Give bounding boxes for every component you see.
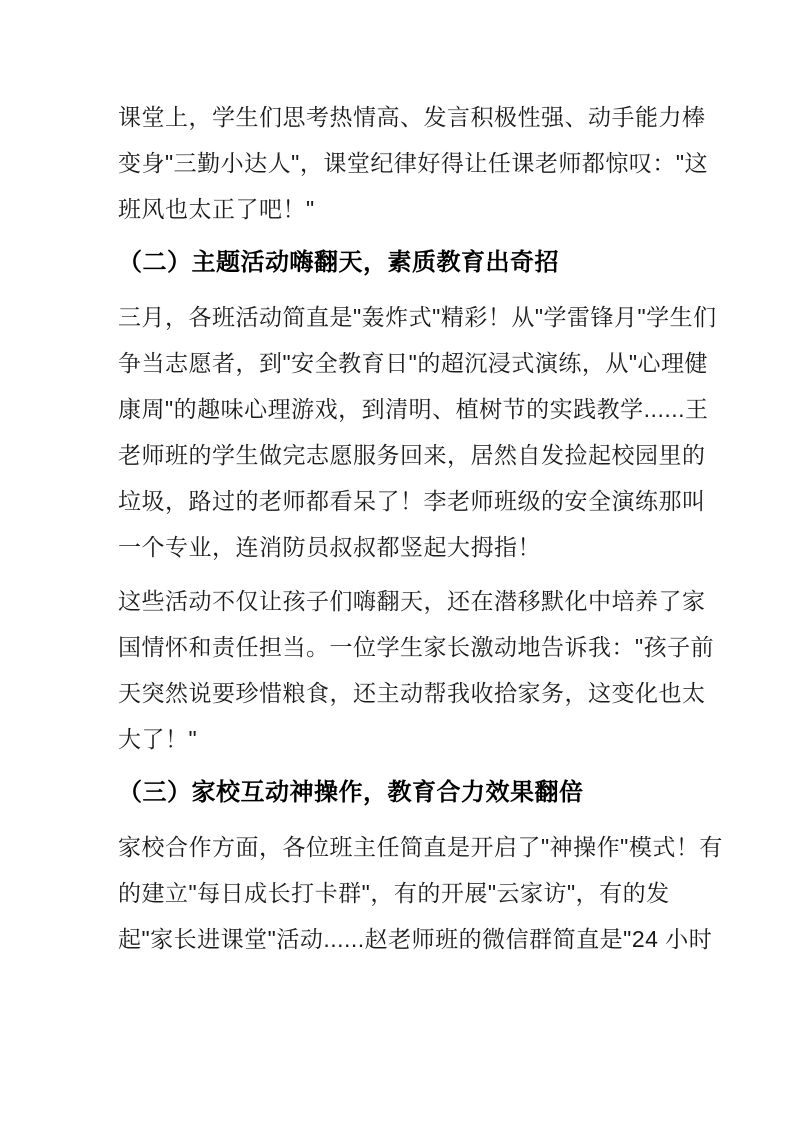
paragraph-line: 这些活动不仅让孩子们嗨翻天，还在潜移默化中培养了家 <box>118 588 706 614</box>
paragraph-line: 起"家长进课堂"活动......赵老师班的微信群简直是"24 小时 <box>118 926 713 952</box>
paragraph-march-activities <box>118 294 717 570</box>
paragraph-line: 国情怀和责任担当。一位学生家长激动地告诉我："孩子前 <box>118 634 715 660</box>
paragraph-line: 家校合作方面，各位班主任简直是开启了"神操作"模式！有 <box>118 834 723 860</box>
paragraph-line: 三月，各班活动简直是"轰炸式"精彩！从"学雷锋月"学生们 <box>118 304 717 330</box>
paragraph-line: 课堂上，学生们思考热情高、发言积极性强、动手能力棒 <box>118 104 706 130</box>
paragraph-line: 老师班的学生做完志愿服务回来，居然自发捡起校园里的 <box>118 442 706 468</box>
paragraph-line: 大了！" <box>118 726 198 752</box>
section-heading-3: （三）家校互动神操作，教育合力效果翻倍 <box>118 779 584 806</box>
paragraph-line: 康周"的趣味心理游戏，到清明、植树节的实践教学......王 <box>118 396 709 422</box>
paragraph-line: 班风也太正了吧！" <box>118 196 315 222</box>
paragraph-line: 的建立"每日成长打卡群"，有的开展"云家访"，有的发 <box>118 880 670 906</box>
paragraph-line: 垃圾，路过的老师都看呆了！李老师班级的安全演练那叫 <box>118 488 706 514</box>
paragraph-line: 天突然说要珍惜粮食，还主动帮我收拾家务，这变化也太 <box>118 680 706 706</box>
paragraph-classroom <box>118 94 708 232</box>
paragraph-line: 争当志愿者，到"安全教育日"的超沉浸式演练，从"心理健 <box>118 350 708 376</box>
section-heading-2: （二）主题活动嗨翻天，素质教育出奇招 <box>118 249 559 276</box>
paragraph-line: 变身"三勤小达人"，课堂纪律好得让任课老师都惊叹："这 <box>118 150 708 176</box>
document-content <box>118 94 723 962</box>
paragraph-line: 一个专业，连消防员叔叔都竖起大拇指！ <box>118 534 541 560</box>
paragraph-home-school <box>118 824 723 962</box>
paragraph-activities-impact <box>118 578 715 762</box>
